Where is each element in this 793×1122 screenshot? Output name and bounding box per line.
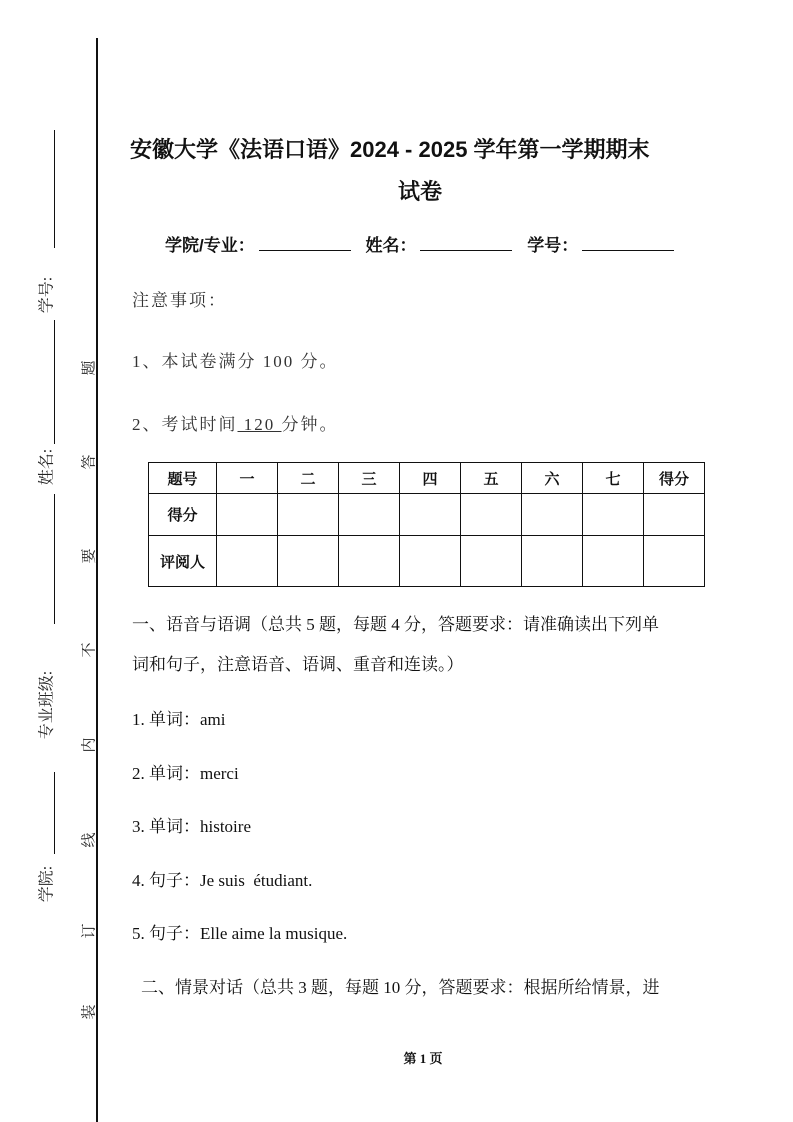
- class-field-label: 专业班级:: [38, 670, 56, 740]
- item-number: 2.: [132, 764, 145, 783]
- college-field-label: 学院:: [38, 865, 56, 903]
- seal-char: 订: [81, 923, 98, 939]
- table-header-cell: 四: [400, 463, 461, 494]
- student-id-field-label: 学号:: [38, 276, 56, 314]
- student-id-blank[interactable]: [582, 234, 674, 251]
- score-cell[interactable]: [583, 494, 644, 536]
- college-major-blank[interactable]: [259, 234, 351, 251]
- name-label: 姓名：: [365, 236, 417, 255]
- table-header-cell: 五: [461, 463, 522, 494]
- item-number: 4.: [132, 871, 145, 890]
- reviewer-cell[interactable]: [461, 536, 522, 587]
- table-header-cell: 得分: [644, 463, 705, 494]
- exam-title-line2: 试卷: [397, 179, 442, 204]
- score-cell[interactable]: [461, 494, 522, 536]
- table-header-row: [149, 463, 705, 494]
- seal-char: 题: [81, 360, 98, 376]
- item-text: merci: [200, 764, 239, 783]
- reviewer-cell[interactable]: [583, 536, 644, 587]
- seal-char: 装: [81, 1004, 98, 1020]
- list-item: [132, 919, 347, 944]
- item-label: 句子：: [149, 924, 200, 943]
- item-label: 单词：: [149, 764, 200, 783]
- table-header-cell: 三: [339, 463, 400, 494]
- table-header-cell: 七: [583, 463, 644, 494]
- table-header-cell: 二: [278, 463, 339, 494]
- item-text: histoire: [200, 817, 251, 836]
- note-full-score: 1、本试卷满分 100 分。: [132, 352, 339, 371]
- note-time-suffix: 分钟。: [281, 415, 339, 434]
- exam-duration-value: 120: [237, 415, 282, 434]
- table-row: [149, 494, 705, 536]
- field-line: [54, 494, 55, 624]
- note-exam-time: [132, 410, 339, 435]
- note-time-prefix: 2、考试时间: [132, 415, 238, 434]
- seal-char: 要: [81, 548, 98, 564]
- field-line: [54, 772, 55, 854]
- table-row: [149, 536, 705, 587]
- table-header-cell: 题号: [149, 463, 217, 494]
- reviewer-cell[interactable]: [339, 536, 400, 587]
- name-blank[interactable]: [420, 234, 512, 251]
- reviewer-cell[interactable]: [278, 536, 339, 587]
- item-text: Elle aime la musique.: [200, 924, 348, 943]
- score-cell[interactable]: [278, 494, 339, 536]
- reviewer-cell[interactable]: [400, 536, 461, 587]
- section2-heading-line1: 二、情景对话（总共 3 题，每题 10 分，答题要求：根据所给情景，进: [141, 978, 660, 997]
- item-number: 1.: [132, 710, 145, 729]
- item-number: 3.: [132, 817, 145, 836]
- reviewer-cell[interactable]: [217, 536, 278, 587]
- score-cell[interactable]: [644, 494, 705, 536]
- field-line: [54, 320, 55, 444]
- student-id-label: 学号：: [527, 236, 579, 255]
- table-header-cell: 一: [217, 463, 278, 494]
- reviewer-cell[interactable]: [522, 536, 583, 587]
- item-text: ami: [200, 710, 226, 729]
- section1-heading-line2: 词和句子，注意语音、语调、重音和连读。）: [132, 655, 464, 674]
- score-table: [148, 462, 705, 587]
- item-label: 句子：: [149, 871, 200, 890]
- seal-char: 内: [81, 737, 98, 753]
- item-label: 单词：: [149, 710, 200, 729]
- table-header-cell: 六: [522, 463, 583, 494]
- item-label: 单词：: [149, 817, 200, 836]
- name-field-label: 姓名:: [38, 448, 56, 486]
- item-number: 5.: [132, 924, 145, 943]
- item-text: Je suis étudiant.: [200, 871, 313, 890]
- row-label: 得分: [149, 494, 217, 536]
- reviewer-cell[interactable]: [644, 536, 705, 587]
- seal-char: 线: [81, 832, 98, 848]
- list-item: [132, 812, 251, 837]
- score-cell[interactable]: [217, 494, 278, 536]
- student-info-row: [165, 231, 684, 256]
- list-item: [132, 759, 239, 784]
- section1-heading-line1: 一、语音与语调（总共 5 题，每题 4 分，答题要求：请准确读出下列单: [132, 615, 659, 634]
- score-cell[interactable]: [400, 494, 461, 536]
- seal-char: 不: [81, 642, 98, 658]
- seal-char: 答: [81, 454, 98, 470]
- row-label: 评阅人: [149, 536, 217, 587]
- notes-heading: 注意事项：: [132, 291, 227, 310]
- list-item: [132, 705, 226, 730]
- score-cell[interactable]: [522, 494, 583, 536]
- college-major-label: 学院/专业：: [165, 236, 255, 255]
- score-cell[interactable]: [339, 494, 400, 536]
- page-number: 第 1 页: [403, 1051, 443, 1066]
- exam-title-line1: 安徽大学《法语口语》2024 - 2025 学年第一学期期末: [130, 137, 650, 162]
- list-item: [132, 866, 312, 891]
